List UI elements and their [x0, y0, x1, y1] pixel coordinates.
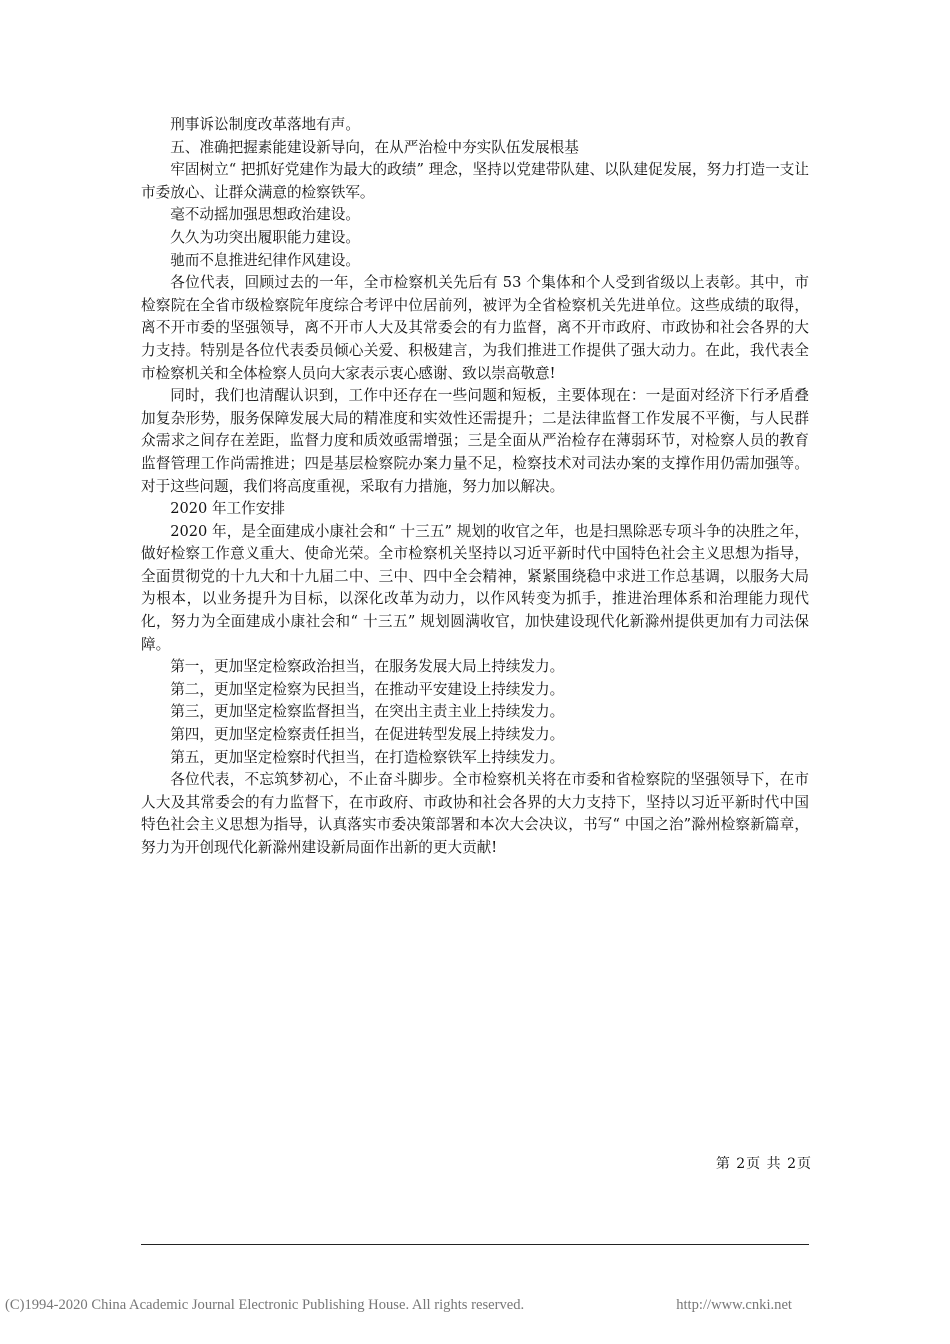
paragraph: 毫不动摇加强思想政治建设。	[170, 206, 360, 224]
list-item: 第四，更加坚定检察责任担当，在促进转型发展上持续发力。	[170, 726, 565, 744]
list-item: 第三，更加坚定检察监督担当，在突出主责主业上持续发力。	[170, 703, 565, 721]
section-heading-five: 五、准确把握素能建设新导向，在从严治检中夯实队伍发展根基	[170, 138, 579, 156]
list-item: 第二，更加坚定检察为民担当，在推动平安建设上持续发力。	[170, 680, 565, 698]
page-number: 第 2页 共 2页	[715, 1156, 812, 1172]
section-heading-2020-plan: 2020 年工作安排	[170, 500, 285, 518]
copyright-text: (C)1994-2020 China Academic Journal Electronic Publishing House. All rights reserved.	[5, 1297, 525, 1313]
paragraph-continuation: 刑事诉讼制度改革落地有声。	[170, 116, 360, 133]
cnki-url: http://www.cnki.net	[676, 1297, 792, 1313]
paragraph: 各位代表，回顾过去的一年，全市检察机关先后有 53 个集体和个人受到省级以上表彰。其中，市检察院在全省市级检察院年度综合考评中位居前列，被评为全省检察机关先进单位。这些成绩的取得，离不开市委的坚强领导，离不开市人大及其常委会的有力监督，离不开市政府、市政协和社会各界的大力支持。特别是各位代表委员倾心关爱、积极建言，为我们推进工作提供了强大动力。在此，我代表全市检察机关和全体检察人员向大家表示衷心感谢、致以崇高敬意!	[141, 274, 809, 382]
list-item: 第五，更加坚定检察时代担当，在打造检察铁军上持续发力。	[170, 748, 565, 766]
document-body	[141, 114, 809, 860]
copyright-bar	[0, 1297, 950, 1317]
paragraph: 久久为功突出履职能力建设。	[170, 228, 360, 246]
footer-divider	[141, 1244, 809, 1245]
paragraph: 牢固树立“ 把抓好党建作为最大的政绩” 理念，坚持以党建带队建、以队建促发展，努力打造一支让市委放心、让群众满意的检察铁军。	[141, 161, 809, 201]
paragraph: 2020 年，是全面建成小康社会和“ 十三五” 规划的收官之年，也是扫黑除恶专项斗争的决胜之年，做好检察工作意义重大、使命光荣。全市检察机关坚持以习近平新时代中国特色社会主义思想为指导，全面贯彻党的十九大和十九届二中、三中、四中全会精神，紧紧围绕稳中求进工作总基调，以服务大局为根本，以业务提升为目标，以深化改革为动力，以作风转变为抓手，推进治理体系和治理能力现代化，努力为全面建成小康社会和“ 十三五” 规划圆满收官，加快建设现代化新滁州提供更加有力司法保障。	[141, 522, 809, 653]
paragraph: 驰而不息推进纪律作风建设。	[170, 251, 360, 269]
paragraph-closing: 各位代表，不忘筑梦初心，不止奋斗脚步。全市检察机关将在市委和省检察院的坚强领导下，在市人大及其常委会的有力监督下，在市政府、市政协和社会各界的大力支持下，坚持以习近平新时代中国特色社会主义思想为指导，认真落实市委决策部署和本次大会决议，书写“ 中国之治”滁州检察新篇章，努力为开创现代化新滁州建设新局面作出新的更大贡献!	[141, 771, 809, 856]
paragraph: 同时，我们也清醒认识到，工作中还存在一些问题和短板，主要体现在：一是面对经济下行矛盾叠加复杂形势，服务保障发展大局的精准度和实效性还需提升；二是法律监督工作发展不平衡，与人民群众需求之间存在差距，监督力度和质效亟需增强；三是全面从严治检存在薄弱环节，对检察人员的教育监督管理工作尚需推进；四是基层检察院办案力量不足，检察技术对司法办案的支撑作用仍需加强等。对于这些问题，我们将高度重视，采取有力措施，努力加以解决。	[141, 387, 809, 495]
list-item: 第一，更加坚定检察政治担当，在服务发展大局上持续发力。	[170, 658, 565, 676]
